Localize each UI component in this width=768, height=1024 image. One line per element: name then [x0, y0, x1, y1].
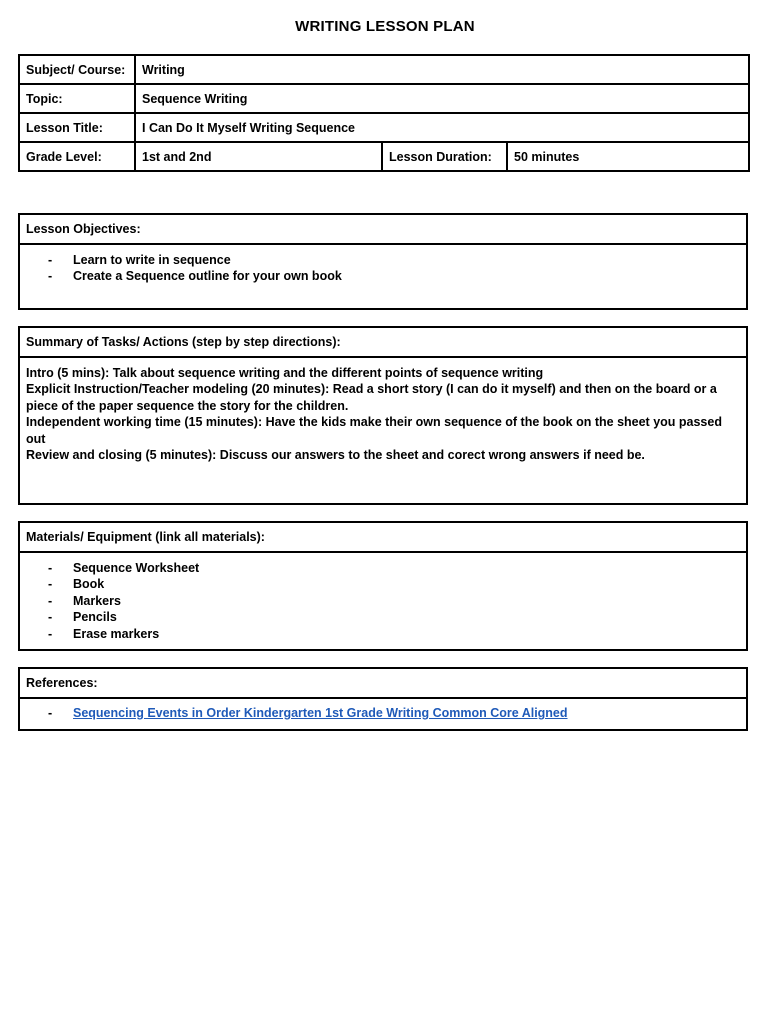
document-title: WRITING LESSON PLAN: [295, 18, 475, 35]
lesson-title-row: [19, 113, 749, 142]
materials-list: [26, 560, 740, 642]
materials-section: [18, 521, 748, 651]
list-item: - Book: [26, 576, 740, 592]
subject-value: Writing: [135, 55, 749, 84]
list-item: - Create a Sequence outline for your own book: [26, 268, 740, 284]
objectives-list: [26, 252, 740, 285]
grade-label: Grade Level:: [19, 142, 135, 171]
grade-duration-row: [19, 142, 749, 171]
objectives-heading: Lesson Objectives:: [20, 215, 746, 245]
list-item: - Sequence Worksheet: [26, 560, 740, 576]
duration-value: 50 minutes: [507, 142, 749, 171]
summary-heading: Summary of Tasks/ Actions (step by step directions):: [20, 328, 746, 358]
topic-value: Sequence Writing: [135, 84, 749, 113]
objectives-section: [18, 213, 748, 310]
reference-link[interactable]: Sequencing Events in Order Kindergarten 1st Grade Writing Common Core Aligned: [73, 706, 568, 720]
lesson-info-table: [18, 54, 750, 172]
task-explicit-instruction: Explicit Instruction/Teacher modeling (20 minutes): Read a short story (I can do it myself) and then on the board or a piece of the paper sequence the story for the children.: [26, 382, 717, 413]
list-item: - Markers: [26, 593, 740, 609]
task-review-closing: Review and closing (5 minutes): Discuss our answers to the sheet and corect wrong answers if need be.: [26, 448, 645, 463]
topic-row: [19, 84, 749, 113]
list-item: - Learn to write in sequence: [26, 252, 740, 268]
references-heading: References:: [20, 669, 746, 699]
grade-value: 1st and 2nd: [135, 142, 382, 171]
topic-label: Topic:: [19, 84, 135, 113]
list-item: [26, 705, 740, 721]
list-item: - Erase markers: [26, 626, 740, 642]
task-independent-work: Independent working time (15 minutes): Have the kids make their own sequence of the book on the sheet you passed out: [26, 415, 722, 446]
duration-label: Lesson Duration:: [382, 142, 507, 171]
summary-section: [18, 326, 748, 505]
list-item: - Pencils: [26, 609, 740, 625]
subject-label: Subject/ Course:: [19, 55, 135, 84]
materials-heading: Materials/ Equipment (link all materials):: [20, 523, 746, 553]
subject-row: [19, 55, 749, 84]
references-list: [26, 705, 740, 721]
task-intro: Intro (5 mins): Talk about sequence writing and the different points of sequence writing: [26, 366, 544, 380]
references-section: [18, 667, 748, 731]
summary-body: [20, 358, 746, 469]
lesson-title-value: I Can Do It Myself Writing Sequence: [135, 113, 749, 142]
lesson-title-label: Lesson Title:: [19, 113, 135, 142]
